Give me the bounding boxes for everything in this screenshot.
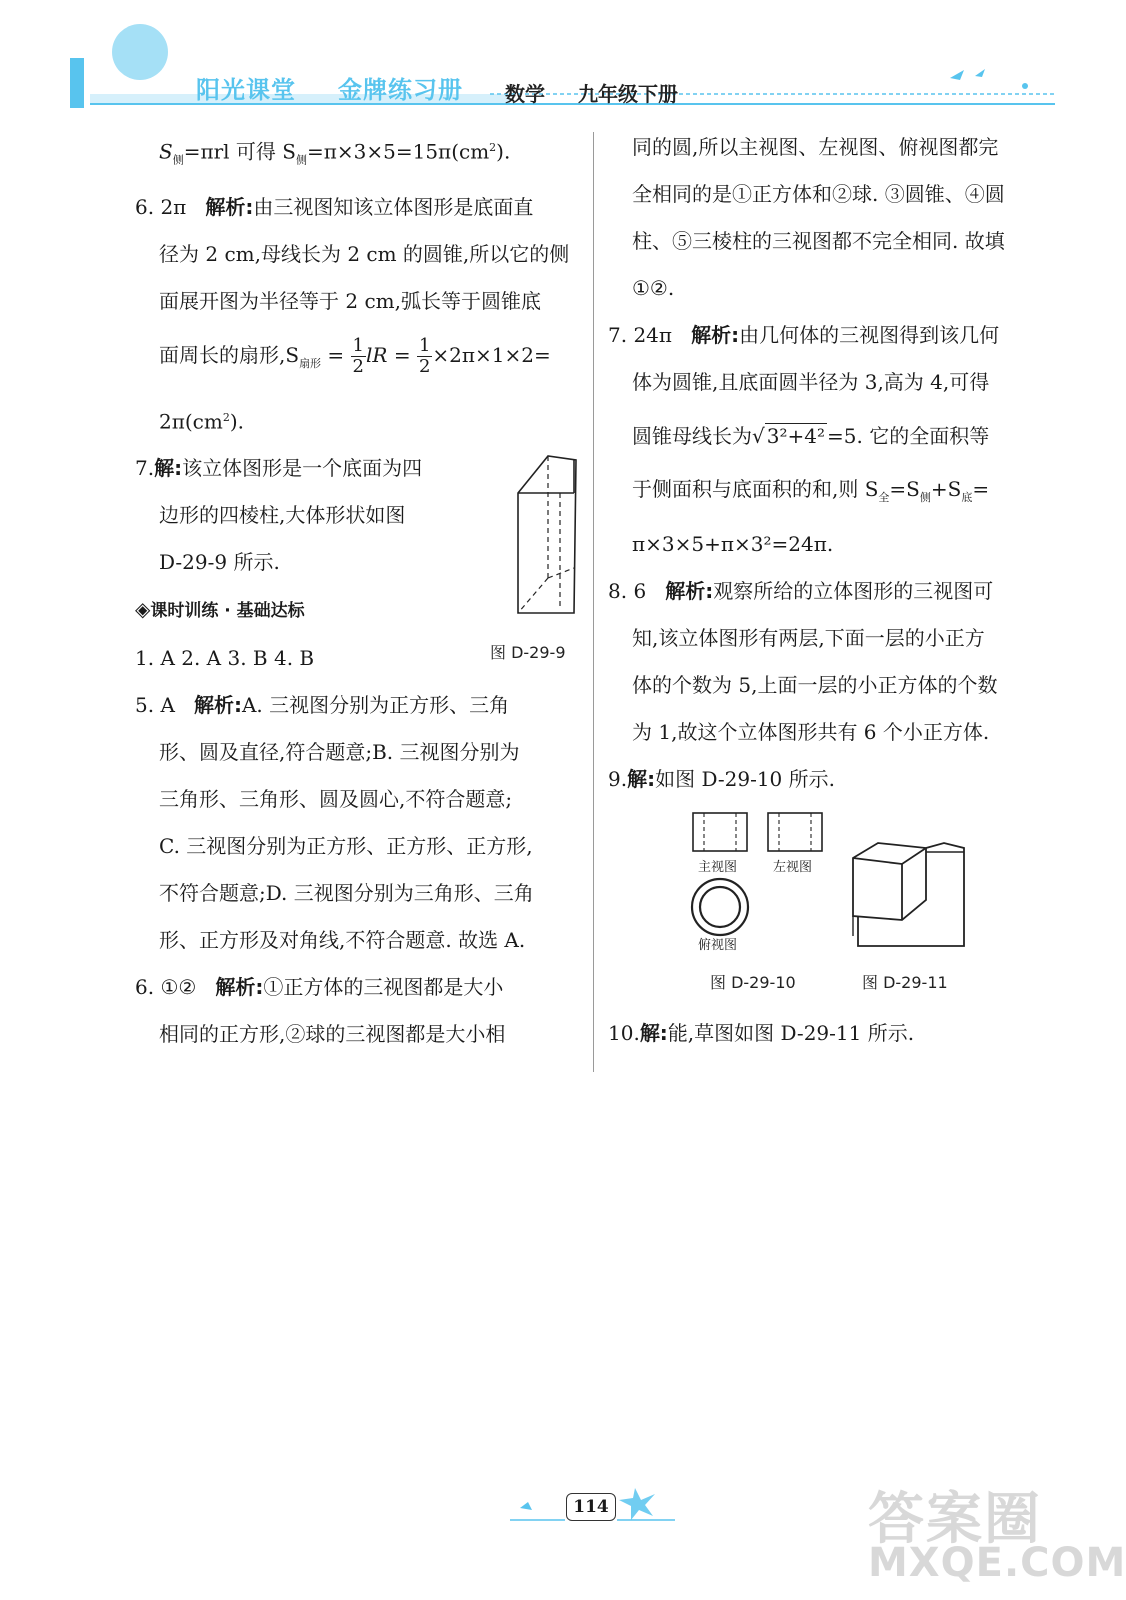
answer-6: 6. 2π 解析:由三视图知该立体图形是底面直	[135, 194, 534, 219]
answer-line: 全相同的是①正方体和②球. ③圆锥、④圆	[632, 182, 1005, 206]
answer-line: 同的圆,所以主视图、左视图、俯视图都完	[632, 135, 999, 159]
answer-line: 形、圆及直径,符合题意;B. 三视图分别为	[159, 740, 520, 765]
figure-caption: 图 D-29-11	[862, 973, 948, 992]
answer-line: 不符合题意;D. 三视图分别为三角形、三角	[159, 881, 534, 906]
answer-line: 知,该立体图形有两层,下面一层的小正方	[632, 626, 985, 650]
answer-6b: 6. ①② 解析:①正方体的三视图都是大小	[135, 975, 504, 1000]
answer-line: C. 三视图分别为正方形、正方形、正方形,	[159, 834, 533, 859]
right-column	[608, 124, 1058, 803]
fraction: $\frac{1}{2}$	[418, 334, 431, 377]
answer-line: 面展开图为半径等于 2 cm,弧长等于圆锥底	[159, 288, 541, 313]
answer-7: 7.解:该立体图形是一个底面为四	[135, 456, 423, 481]
figure-caption: 图 D-29-9	[490, 643, 566, 662]
answer-5: 5. A 解析:A. 三视图分别为正方形、三角	[135, 693, 510, 718]
answer-9: 9.解:如图 D-29-10 所示.	[608, 767, 835, 791]
sqrt-expression: 3²+4²	[766, 424, 825, 448]
answer-line: 体为圆锥,且底面圆半径为 3,高为 4,可得	[632, 370, 990, 394]
page-header	[0, 0, 1090, 130]
answer-line: 于侧面积与底面积的和,则 $S_全=S_侧+S_底=$	[632, 477, 990, 504]
three-views-figure	[688, 810, 828, 950]
left-view-label: 左视图	[773, 860, 813, 875]
answer-line: π×3×5+π×3²=24π.	[632, 532, 834, 556]
section-heading: ◈课时训练 · 基础达标	[135, 597, 305, 622]
answer-line: ①②.	[632, 276, 675, 300]
figure-caption: 图 D-29-10	[710, 973, 796, 992]
fraction: $\frac{1}{2}$	[352, 334, 364, 377]
answer-line: 圆锥母线长为√ 3²+4² =5. 它的全面积等	[632, 424, 990, 448]
prism-figure	[510, 448, 582, 616]
watermark-url: MXQE.COM	[868, 1540, 1126, 1586]
answer-line: $2\pi(cm^2)$.	[159, 409, 245, 434]
answer-line: 面周长的扇形$,S_{扇形}$ = $\frac{1}{2}$ lR = $\frac{1}{2}$ ×2π×1×2=	[159, 334, 551, 377]
answer-7r: 7. 24π 解析:由几何体的三视图得到该几何	[608, 323, 1000, 347]
subject-label: 数学	[505, 82, 545, 106]
answer-line: 体的个数为 5,上面一层的小正方体的个数	[632, 673, 998, 697]
brand-name: 阳光课堂	[196, 76, 296, 104]
grade-label: 九年级下册	[578, 82, 678, 106]
watermark-logo: 答案圈	[868, 1487, 1042, 1552]
answer-10: 10.解:能,草图如图 D-29-11 所示.	[608, 1021, 915, 1045]
answer-8: 8. 6 解析:观察所给的立体图形的三视图可	[608, 579, 994, 603]
brand-subname: 金牌练习册	[338, 76, 463, 104]
answer-line: 为 1,故这个立体图形共有 6 个小正方体.	[632, 720, 990, 744]
answer-line: 相同的正方形,②球的三视图都是大小相	[159, 1022, 506, 1047]
answer-line: 径为 2 cm,母线长为 2 cm 的圆锥,所以它的侧	[159, 241, 570, 266]
page-number: 114	[566, 1493, 616, 1521]
section-icon: ◈	[135, 597, 151, 622]
answer-line: 三角形、三角形、圆及圆心,不符合题意;	[159, 787, 513, 812]
answers-1-4: 1. A 2. A 3. B 4. B	[135, 646, 315, 671]
answer-line: 形、正方形及对角线,不符合题意. 故选 A.	[159, 928, 526, 953]
top-view-label: 俯视图	[698, 938, 738, 953]
front-view-label: 主视图	[698, 860, 738, 875]
answer-line: 边形的四棱柱,大体形状如图	[159, 503, 406, 528]
answer-line: $S_侧=\pi rl$ 可得 $S_侧=\pi\times 3\times 5=15\pi(cm^2)$.	[159, 139, 511, 167]
column-divider	[593, 132, 594, 1072]
solid-sketch-figure	[848, 838, 970, 950]
answer-line: D-29-9 所示.	[159, 550, 280, 575]
answer-line: 柱、⑤三棱柱的三视图都不完全相同. 故填	[632, 229, 1005, 253]
